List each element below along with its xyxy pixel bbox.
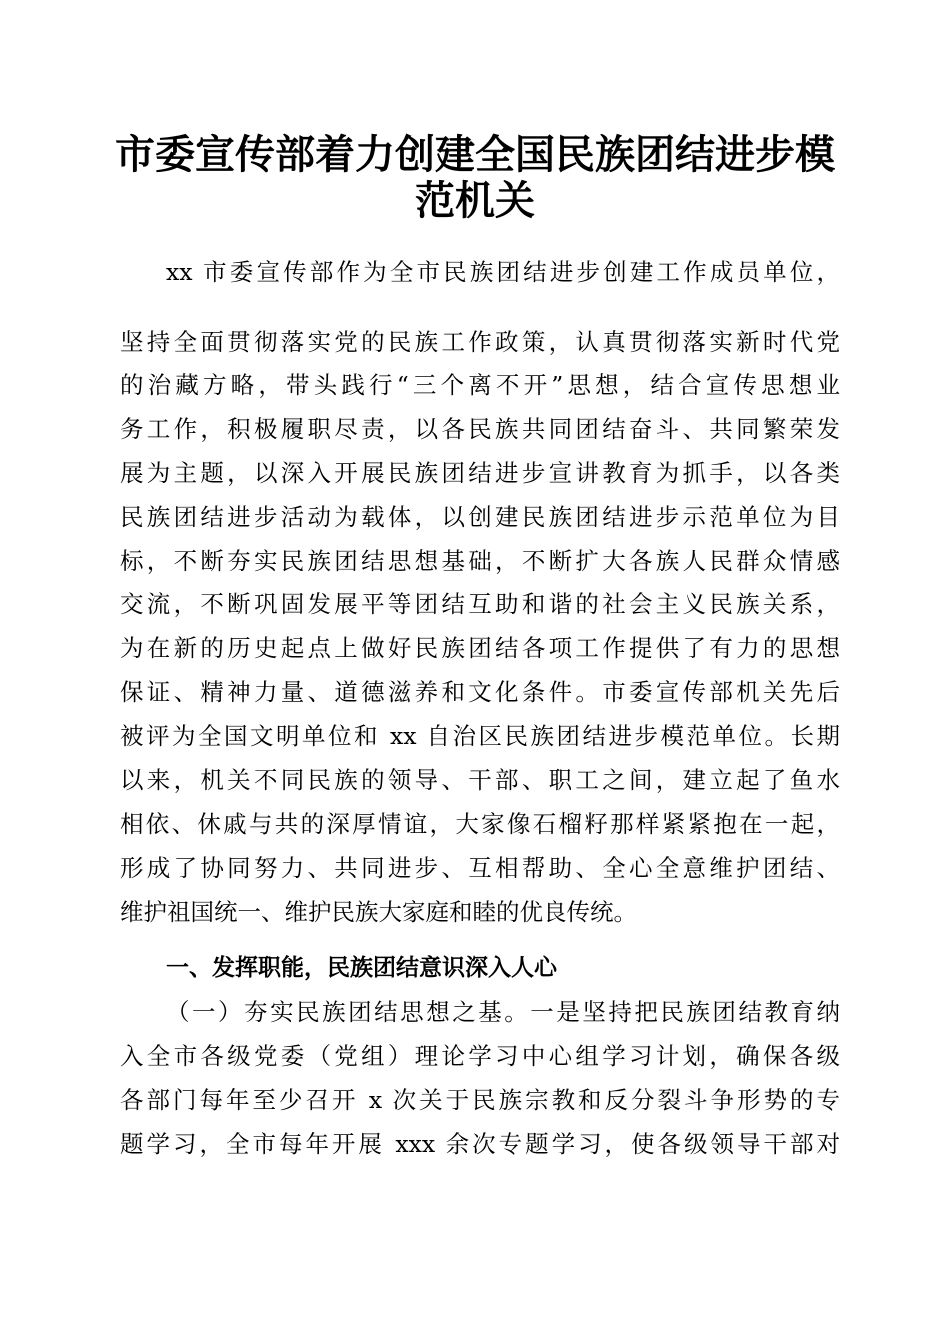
paragraph-line: 为在新的历史起点上做好民族团结各项工作提供了有力的思想 <box>120 634 840 662</box>
section-heading: 一、发挥职能，民族团结意识深入人心 <box>166 955 557 981</box>
subsection-line: （一）夯实民族团结思想之基。一是坚持把民族团结教育纳 <box>166 998 840 1026</box>
subsection-line: 题学习，全市每年开展 xxx 余次专题学习，使各级领导干部对 <box>120 1130 840 1158</box>
paragraph-line: 以来，机关不同民族的领导、干部、职工之间，建立起了鱼水 <box>120 766 840 794</box>
paragraph-line: 务工作，积极履职尽责，以各民族共同团结奋斗、共同繁荣发 <box>120 415 840 443</box>
paragraph-line: 维护祖国统一、维护民族大家庭和睦的优良传统。 <box>120 898 637 926</box>
paragraph-line: 民族团结进步活动为载体，以创建民族团结进步示范单位为目 <box>120 503 840 531</box>
subsection-line: 入全市各级党委（党组）理论学习中心组学习计划，确保各级 <box>120 1042 840 1070</box>
paragraph-line: xx 市委宣传部作为全市民族团结进步创建工作成员单位， <box>166 258 840 286</box>
paragraph-line: 保证、精神力量、道德滋养和文化条件。市委宣传部机关先后 <box>120 678 840 706</box>
paragraph-line: 的治藏方略，带头践行“三个离不开”思想，结合宣传思想业 <box>120 371 840 399</box>
paragraph-line: 被评为全国文明单位和 xx 自治区民族团结进步模范单位。长期 <box>120 722 840 750</box>
paragraph-line: 相依、休戚与共的深厚情谊，大家像石榴籽那样紧紧抱在一起， <box>120 810 840 838</box>
paragraph-line: 交流，不断巩固发展平等团结互助和谐的社会主义民族关系， <box>120 590 840 618</box>
paragraph-line: 坚持全面贯彻落实党的民族工作政策，认真贯彻落实新时代党 <box>120 328 840 356</box>
subsection-line: 各部门每年至少召开 x 次关于民族宗教和反分裂斗争形势的专 <box>120 1086 840 1114</box>
paragraph-line: 标，不断夯实民族团结思想基础，不断扩大各族人民群众情感 <box>120 547 840 575</box>
paragraph-line: 展为主题，以深入开展民族团结进步宣讲教育为抓手，以各类 <box>120 459 840 487</box>
paragraph-line: 形成了协同努力、共同进步、互相帮助、全心全意维护团结、 <box>120 854 840 882</box>
document-title: 市委宣传部着力创建全国民族团结进步模范机关 <box>115 131 835 224</box>
